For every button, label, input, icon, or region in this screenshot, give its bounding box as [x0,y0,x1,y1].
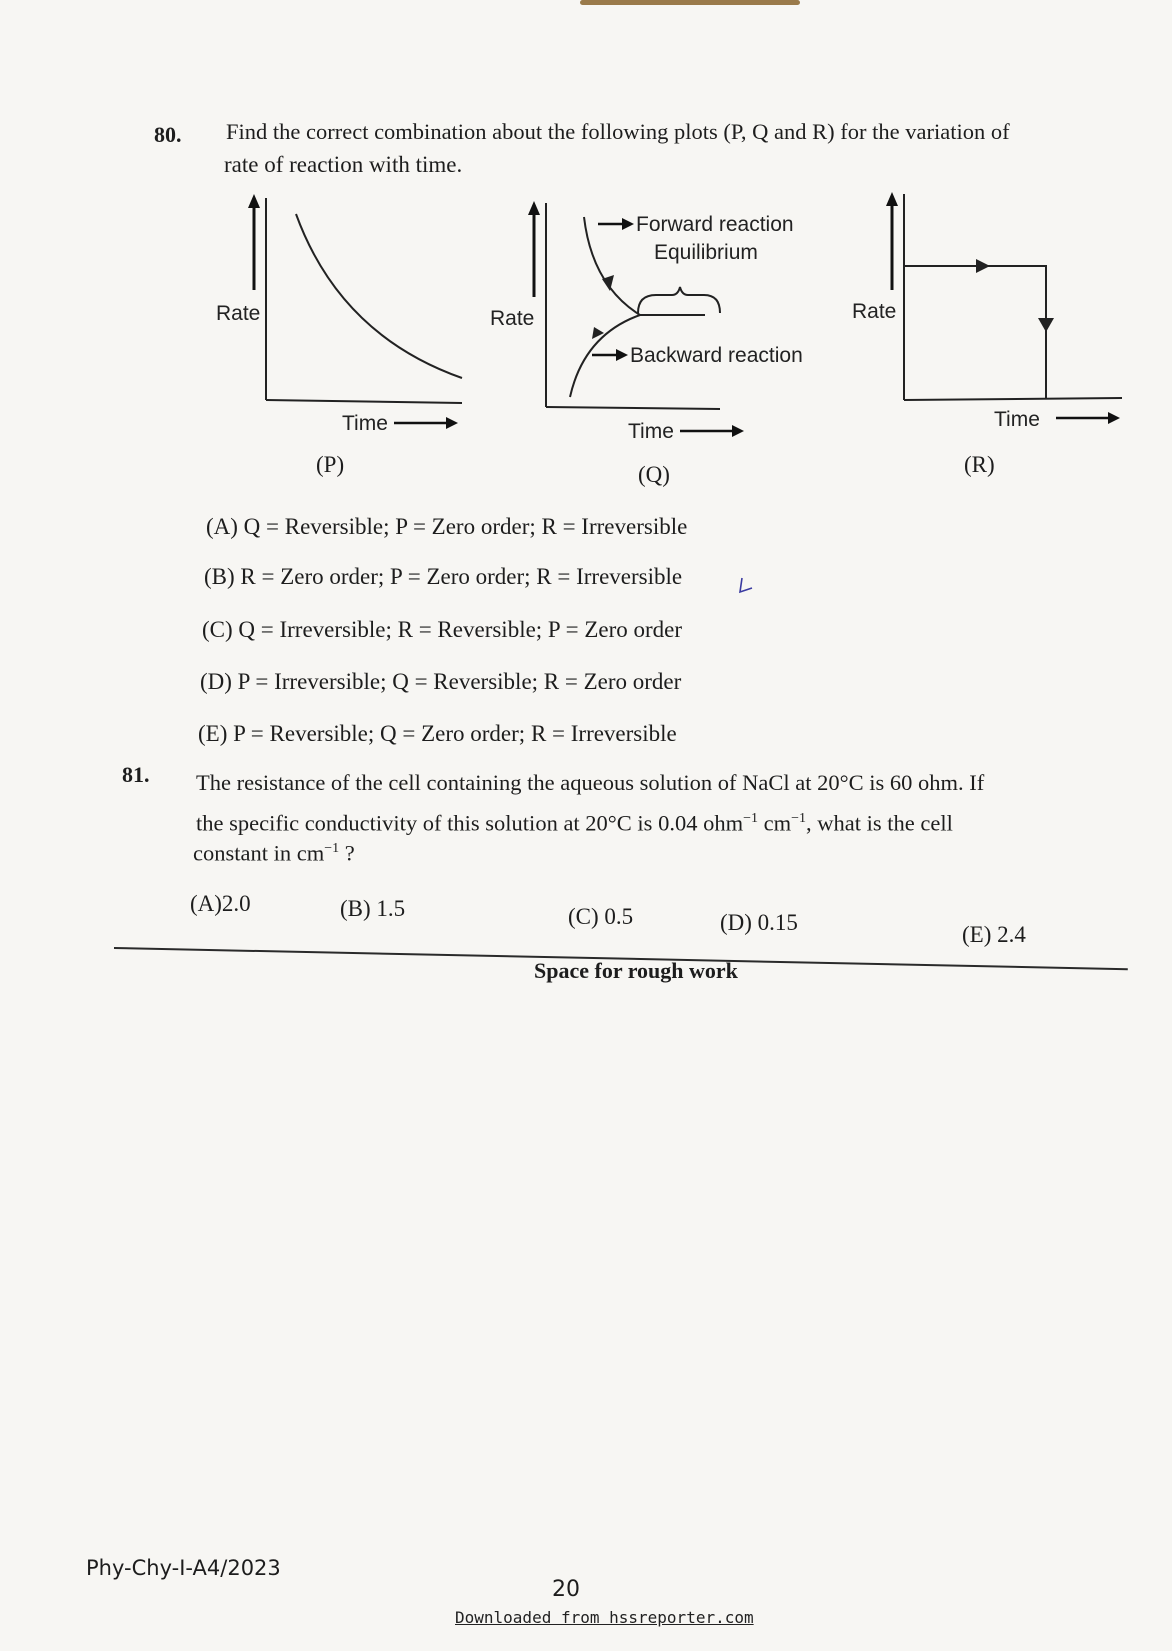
question-81-line3-sup: −1 [324,841,340,856]
question-80-text-line1: Find the correct combination about the following plots (P, Q and R) for the variation of [226,119,1010,144]
plot-q-equilibrium-label: Equilibrium [654,241,758,264]
question-81-line2-part-c: , what is the cell [806,810,953,836]
question-80-number: 80. [154,122,182,147]
q80-option-b: (B) R = Zero order; P = Zero order; R = Irreversible [204,564,683,589]
q81-option-c: (C) 0.5 [568,904,634,929]
plot-r-name: (R) [964,452,995,477]
question-81-line1: The resistance of the cell containing the aqueous solution of NaCl at 20°C is 60 ohm. If [196,770,985,795]
plot-p-y-label: Rate [216,302,261,325]
q80-option-c: (C) Q = Irreversible; R = Reversible; P = Zero order [202,617,683,642]
rough-work-heading: Space for rough work [534,958,738,983]
q80-option-e: (E) P = Reversible; Q = Zero order; R = Irreversible [198,721,677,746]
plot-q-y-label: Rate [490,307,535,330]
question-81-number: 81. [122,762,150,787]
question-81-line2-sup2: −1 [791,811,807,826]
plot-q-x-axis [546,407,720,409]
plot-q-y-arrowhead [528,201,540,215]
plot-p-y-arrowhead [248,194,260,208]
plot-q-backward-label: Backward reaction [630,344,803,367]
plot-p-decay-curve [296,214,462,378]
question-80-text-line2: rate of reaction with time. [224,152,463,177]
question-81-line2-sup1: −1 [743,811,758,826]
question-81-line2-part-b: cm [757,810,792,836]
q81-option-d: (D) 0.15 [720,910,798,935]
page-number: 20 [552,1577,580,1602]
plot-r-horizontal-arrowhead [976,259,990,273]
plot-r-x-axis [904,398,1122,400]
plot-r-y-label: Rate [852,300,897,323]
page-edge-mark [580,0,800,5]
download-link[interactable]: Downloaded from hssreporter.com [455,1608,754,1627]
q80-option-d: (D) P = Irreversible; Q = Reversible; R = Zero order [200,669,682,694]
plot-q-name: (Q) [638,462,670,487]
question-81-line3-part-a: constant in cm [193,840,325,866]
plot-p-x-axis [266,400,462,403]
plot-r-y-arrowhead [886,192,898,206]
paper-code: Phy-Chy-I-A4/2023 [86,1556,281,1580]
question-81-line2-part-a: the specific conductivity of this solution at 20°C is 0.04 ohm [196,810,744,836]
q81-option-b: (B) 1.5 [340,896,406,921]
plot-p-x-label: Time [342,412,388,435]
plot-p-name: (P) [316,452,345,477]
plot-p-x-arrowhead [446,417,458,429]
plot-q-forward-pointer-head [622,218,634,230]
plot-q-equilibrium-brace [638,287,720,313]
plot-q [480,195,840,455]
plot-q-backward-pointer-head [616,349,628,361]
plot-r-x-label: Time [994,408,1040,431]
q81-option-e: (E) 2.4 [962,922,1026,947]
plot-p [200,190,480,480]
plot-r-step-line [904,266,1046,398]
plot-r-vertical-arrowhead [1038,318,1054,332]
question-81-line3-part-b: ? [339,840,355,866]
plot-q-forward-label: Forward reaction [636,213,794,236]
plot-q-x-arrowhead [732,425,744,437]
plot-r [840,186,1130,446]
plot-q-x-label: Time [628,420,674,443]
plot-r-x-arrowhead [1108,412,1120,424]
q81-option-a: (A)2.0 [190,891,251,916]
pen-mark [736,576,756,596]
question-81-line3 [193,834,355,869]
q80-option-a: (A) Q = Reversible; P = Zero order; R = Irreversible [206,514,688,539]
